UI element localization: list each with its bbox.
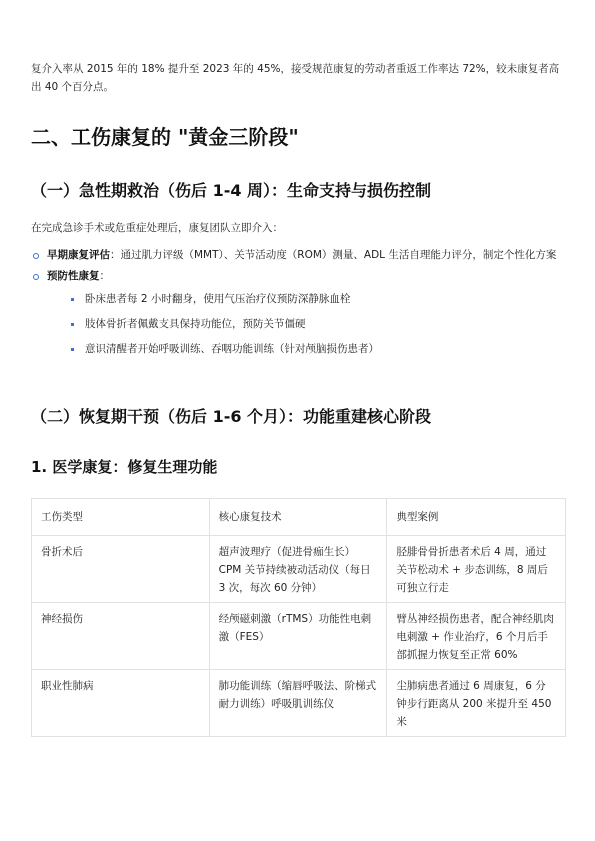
table-cell: 胫腓骨骨折患者术后 4 周，通过关节松动术 + 步态训练，8 周后可独立行走 [387,536,566,603]
stage1-list [31,247,579,366]
table-cell: 臂丛神经损伤患者，配合神经肌肉电刺激 + 作业治疗，6 个月后手部抓握力恢复至正常 60% [387,603,566,670]
sub-list [47,291,579,358]
table-row [32,603,566,670]
table-header-row [32,499,566,536]
column-header: 工伤类型 [32,499,210,536]
list-item [31,268,579,358]
table-row [32,670,566,737]
stage2-heading: （二）恢复期干预（伤后 1-6 个月）：功能重建核心阶段 [31,407,432,426]
list-item-text: ： [99,270,110,282]
column-header: 典型案例 [387,499,566,536]
rehab-table [31,498,566,737]
stage1-intro: 在完成急诊手术或危重症处理后，康复团队立即介入： [31,222,283,234]
column-header: 核心康复技术 [209,499,387,536]
table-cell: 经颅磁刺激（rTMS）功能性电刺激（FES） [209,603,387,670]
table-cell: 尘肺病患者通过 6 周康复，6 分钟步行距离从 200 米提升至 450 米 [387,670,566,737]
sub-list-item: 肢体骨折者佩戴支具保持功能位，预防关节僵硬 [47,316,579,333]
table-cell: 神经损伤 [32,603,210,670]
table-cell: 肺功能训练（缩唇呼吸法、阶梯式耐力训练）呼吸肌训练仪 [209,670,387,737]
subsection-heading: 1. 医学康复：修复生理功能 [31,458,218,476]
sub-list-item: 意识清醒者开始呼吸训练、吞咽功能训练（针对颅脑损伤患者） [47,341,579,358]
list-item-label: 预防性康复 [47,270,100,282]
section-heading: 二、工伤康复的 "黄金三阶段" [31,125,299,149]
sub-list-item: 卧床患者每 2 小时翻身，使用气压治疗仪预防深静脉血栓 [47,291,579,308]
table-cell: 职业性肺病 [32,670,210,737]
list-item [31,247,579,264]
list-item-label: 早期康复评估 [47,249,110,261]
list-item-text: ：通过肌力评级（MMT）、关节活动度（ROM）测量、ADL 生活自理能力评分，制定个性化方案 [110,249,557,261]
intro-paragraph: 复介入率从 2015 年的 18% 提升至 2023 年的 45%，接受规范康复的劳动者重返工作率达 72%，较未康复者高出 40 个百分点。 [31,63,560,93]
stage1-heading: （一）急性期救治（伤后 1-4 周）：生命支持与损伤控制 [31,181,432,200]
table-row [32,536,566,603]
table-cell: 骨折术后 [32,536,210,603]
table-cell: 超声波理疗（促进骨痂生长）CPM 关节持续被动活动仪（每日 3 次，每次 60 分钟） [209,536,387,603]
